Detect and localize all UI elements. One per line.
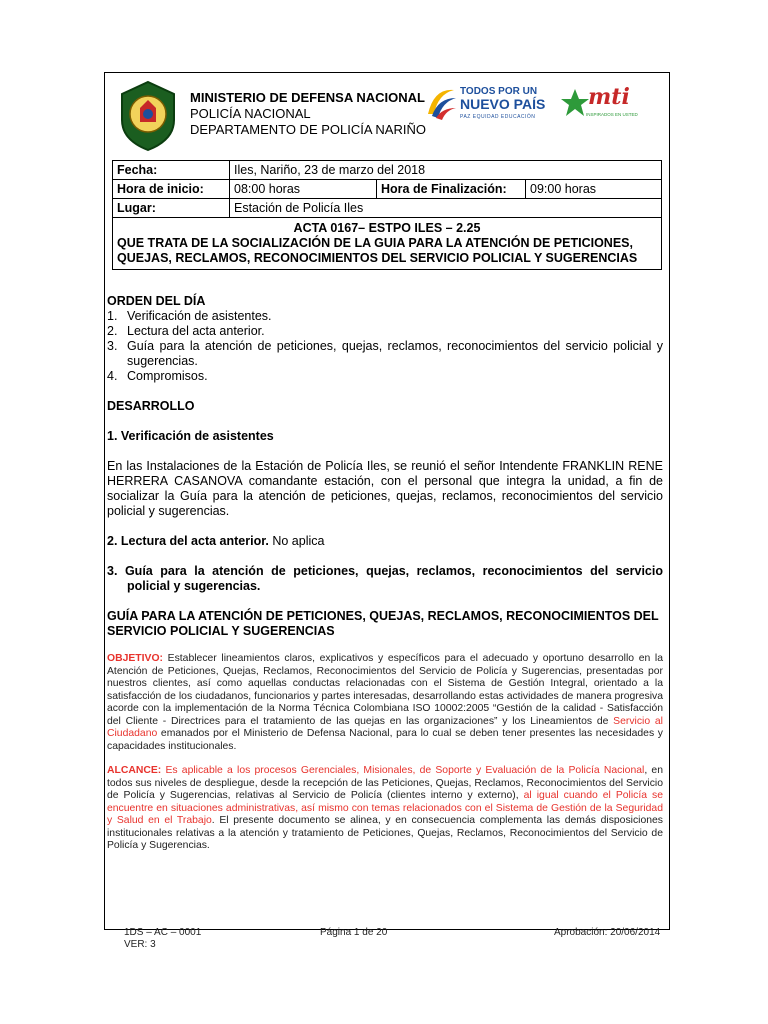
ministry-name: MINISTERIO DE DEFENSA NACIONAL <box>190 90 425 105</box>
fecha-label: Fecha: <box>113 161 230 180</box>
acta-subject: QUE TRATA DE LA SOCIALIZACIÓN DE LA GUIA PARA LA ATENCIÓN DE PETICIONES, QUEJAS, RECLAMOS, RECONOCIMIENTOS DEL SERVICIO POLICIAL Y SUGERENCIAS <box>117 236 638 265</box>
fecha-value: Iles, Nariño, 23 de marzo del 2018 <box>230 161 662 180</box>
inicio-label: Hora de inicio: <box>113 180 230 199</box>
police-name: POLICÍA NACIONAL <box>190 106 311 121</box>
objetivo-label: OBJETIVO: <box>107 653 164 664</box>
list-item: 4. Compromisos. <box>107 369 208 383</box>
footer-approval: Aprobación: 20/06/2014 <box>554 927 661 938</box>
desarrollo-heading: DESARROLLO <box>107 399 195 413</box>
document-header <box>104 72 670 160</box>
police-crest-icon <box>116 80 180 152</box>
logo-mti-sub: INSPIRADOS EN USTED <box>586 112 638 117</box>
list-item: 1. Verificación de asistentes. <box>107 309 272 323</box>
inicio-value: 08:00 horas <box>230 180 377 199</box>
section3-title: 3. Guía para la atención de peticiones, quejas, reclamos, reconocimientos del servicio policial y sugerencias. <box>107 564 663 593</box>
guia-heading: GUÍA PARA LA ATENCIÓN DE PETICIONES, QUEJAS, RECLAMOS, RECONOCIMIENTOS DEL SERVICIO POLICIAL Y SUGERENCIAS <box>107 609 659 638</box>
department-name: DEPARTAMENTO DE POLICÍA NARIÑO <box>190 122 426 137</box>
alcance-paragraph: ALCANCE: Es aplicable a los procesos Gerenciales, Misionales, de Soporte y Evaluación de la Policía Nacional, en todos sus niveles de despliegue, desde la recepción de las Peticiones, Quejas, Reclamos, Reconocimientos del Servicio de Policía y Sugerencias, relativas al Servicio de Policía (clientes interno y externo), al igual cuando el Policía se encuentre en situaciones administrativas, así mismo con temas relacionados con el Sistema de Gestión de la Seguridad y Salud en el Trabajo. El presente documento se alinea, y en consecuencia complementa las demás disposiciones institucionales relativas a la atención y tratamiento de Peticiones, Quejas, Reclamos, Reconocimientos del Servicio de Policía y Sugerencias. <box>107 765 664 851</box>
nuevo-pais-swoosh-icon <box>424 84 458 124</box>
logo-line2: NUEVO PAÍS <box>460 96 546 112</box>
fin-label: Hora de Finalización: <box>377 180 526 199</box>
objetivo-paragraph: OBJETIVO: Establecer lineamientos claros, explicativos y específicos para el adecuado y oportuno desarrollo en la Atención de Peticiones, Quejas, Reclamos, Reconocimientos del Servicio de Policía y Sugerencias, presentadas por nuestros clientes, así como aquellas conductas relacionadas con el Sistema de Gestión Integral, orientado a la satisfacción de los ciudadanos, funcionarios y partes interesadas, desarrollando estas actividades de manera progresiva acorde con la implementación de la Norma Técnica Colombiana ISO 10002:2005 “Gestión de la calidad - Satisfacción del Cliente - Directrices para el tratamiento de las quejas en las organizaciones” y los Lineamientos de Servicio al Ciudadano emanados por el Ministerio de Defensa Nacional, para lo cual se deben tener presentes las necesidades y capacidades institucionales. <box>107 653 663 752</box>
section1-text: En las Instalaciones de la Estación de Policía Iles, se reunió el señor Intendente FRANKLIN RENE HERRERA CASANOVA comandante estación, con el personal que integra la unidad, a fin de socializar la Guía para la atención de peticiones, quejas, reclamos, reconocimientos del servicio policial y sugerencias. <box>107 459 663 518</box>
document-body <box>107 294 663 853</box>
footer-version: VER: 3 <box>124 939 156 950</box>
list-item: 2. Lectura del acta anterior. <box>107 324 265 338</box>
list-item: 3. Guía para la atención de peticiones, quejas, reclamos, reconocimientos del servicio policial y sugerencias. <box>107 339 663 368</box>
logo-line1: TODOS POR UN <box>460 86 538 97</box>
section1-title: 1. Verificación de asistentes <box>107 429 274 443</box>
meeting-info-table <box>112 160 662 270</box>
section2-title: 2. Lectura del acta anterior. <box>107 534 269 548</box>
section2-value: No aplica <box>268 534 325 548</box>
logo-line3: PAZ EQUIDAD EDUCACIÓN <box>460 114 536 120</box>
acta-title: ACTA 0167– ESTPO ILES – 2.25 <box>293 221 481 235</box>
orden-heading: ORDEN DEL DÍA <box>107 294 206 308</box>
lugar-value: Estación de Policía Iles <box>230 199 662 218</box>
footer-code: 1DS – AC – 0001 <box>124 927 202 938</box>
nuevo-pais-logo <box>424 82 548 128</box>
section2 <box>107 534 663 549</box>
orden-list <box>107 309 663 384</box>
footer-page: Página 1 de 20 <box>320 927 388 938</box>
mti-logo <box>560 82 646 132</box>
logo-mti: mti <box>588 84 630 110</box>
alcance-label: ALCANCE: <box>107 765 162 776</box>
acta-cell <box>113 218 662 270</box>
fin-value: 09:00 horas <box>526 180 662 199</box>
lugar-label: Lugar: <box>113 199 230 218</box>
